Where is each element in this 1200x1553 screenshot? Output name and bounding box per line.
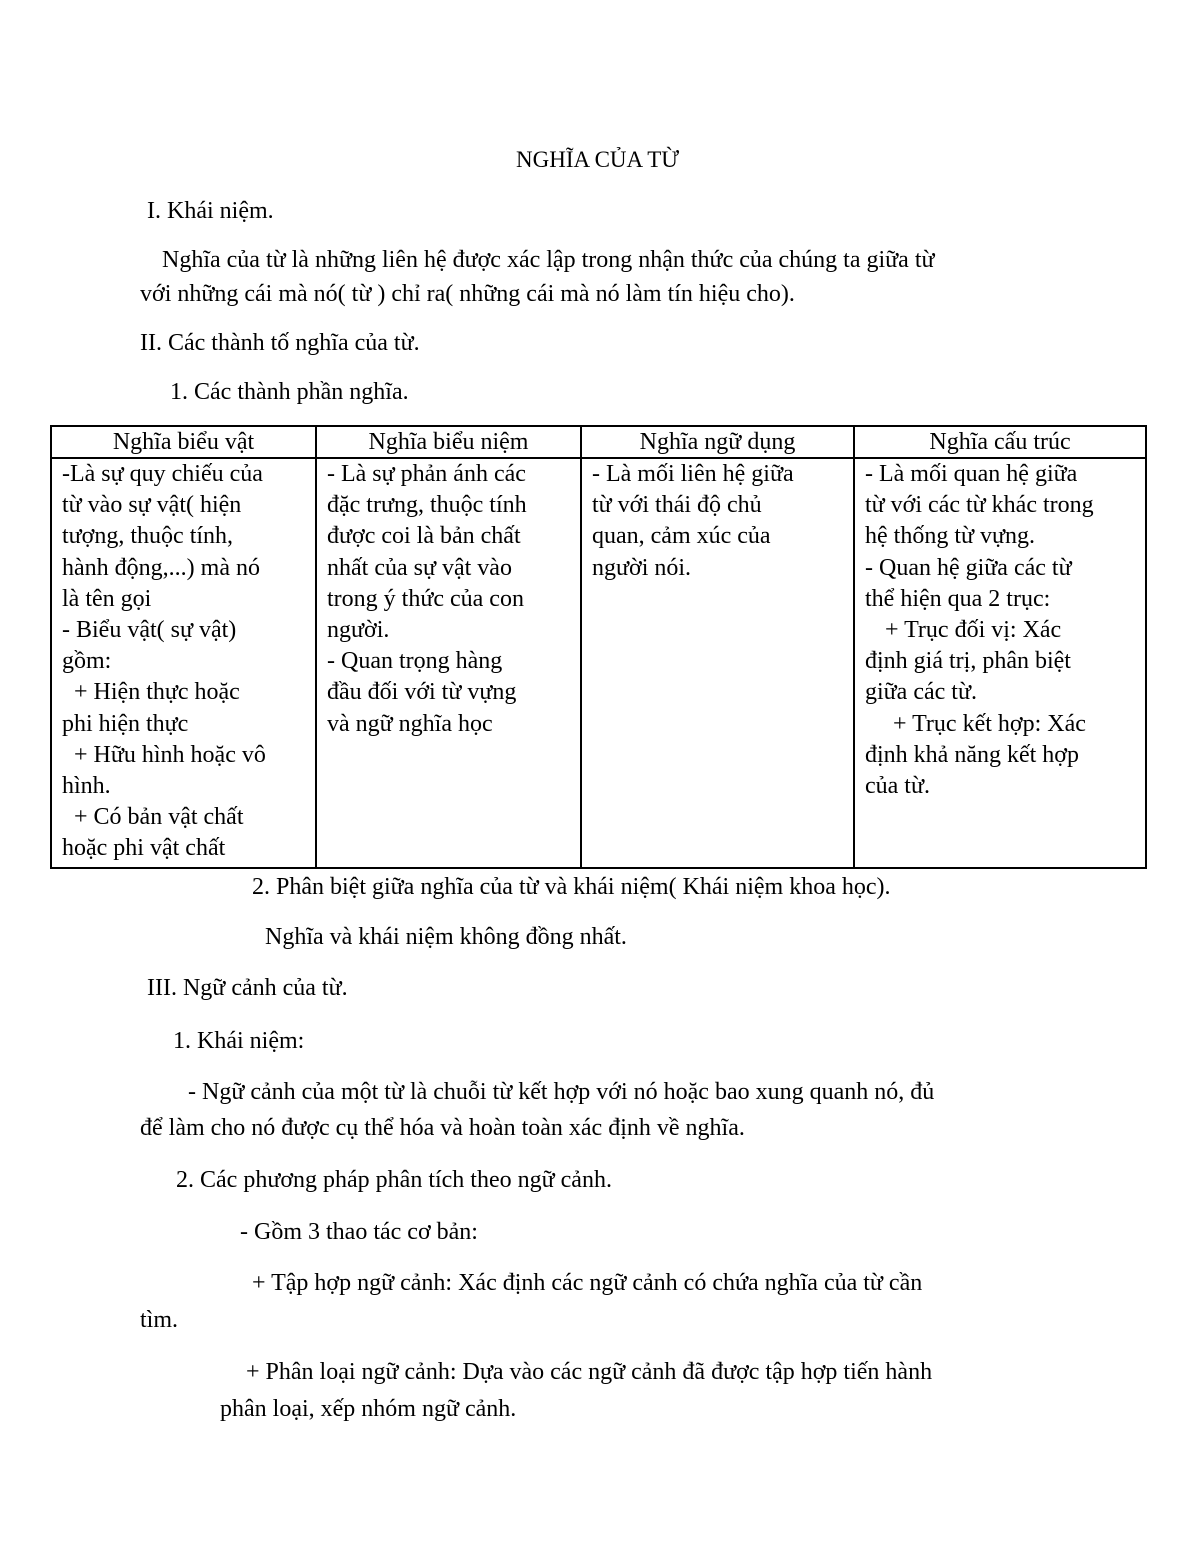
section-3-heading: III. Ngữ cảnh của từ. — [147, 975, 348, 1001]
cell-line: -Là sự quy chiếu của — [62, 461, 263, 487]
table-header-cell: Nghĩa biểu niệm — [316, 426, 581, 458]
table-row — [51, 458, 1146, 868]
cell-line: + Có bản vật chất — [74, 804, 244, 831]
section-3-sub-1: 1. Khái niệm: — [173, 1028, 305, 1054]
cell-line: - Quan hệ giữa các từ — [865, 554, 1072, 581]
cell-line: + Trục kết hợp: Xác — [893, 710, 1086, 737]
cell-line: hoặc phi vật chất — [62, 835, 226, 862]
table-header-cell: Nghĩa cấu trúc — [854, 426, 1146, 458]
operation-1-line-2: tìm. — [140, 1307, 179, 1333]
cell-line: hành động,...) mà nó — [62, 554, 260, 581]
operation-2-line-2: phân loại, xếp nhóm ngữ cảnh. — [220, 1396, 517, 1422]
cell-line: giữa các từ. — [865, 679, 977, 706]
cell-line: + Hữu hình hoặc vô — [74, 741, 266, 768]
cell-line: từ với các từ khác trong — [865, 492, 1094, 519]
cell-line: hệ thống từ vựng. — [865, 523, 1036, 550]
table-header-row — [51, 426, 1146, 458]
section-1-heading: I. Khái niệm. — [147, 198, 274, 224]
cell-line: - Quan trọng hàng — [327, 648, 503, 675]
cell-line: tượng, thuộc tính, — [62, 523, 234, 550]
section-2-sub-1: 1. Các thành phần nghĩa. — [170, 379, 409, 405]
cell-line: người nói. — [592, 554, 692, 581]
section-1-paragraph-line-2: với những cái mà nó( từ ) chỉ ra( những cái mà nó làm tín hiệu cho). — [140, 281, 795, 307]
table-cell-conceptual-meaning — [316, 458, 581, 868]
cell-line: + Trục đối vị: Xác — [885, 617, 1062, 644]
table-header-cell: Nghĩa ngữ dụng — [581, 426, 854, 458]
cell-line: từ với thái độ chủ — [592, 492, 762, 519]
cell-line: của từ. — [865, 773, 930, 800]
section-2-sub-2-body: Nghĩa và khái niệm không đồng nhất. — [265, 924, 627, 950]
table-header-cell: Nghĩa biểu vật — [51, 426, 316, 458]
meaning-components-table — [50, 425, 1147, 869]
cell-line: quan, cảm xúc của — [592, 523, 771, 550]
cell-line: - Là sự phản ánh các — [327, 461, 526, 487]
table-cell-referential-meaning — [51, 458, 316, 868]
cell-line: người. — [327, 617, 390, 644]
table-cell-pragmatic-meaning — [581, 458, 854, 868]
cell-line: + Hiện thực hoặc — [74, 679, 240, 706]
section-3-sub-2-intro: - Gồm 3 thao tác cơ bản: — [240, 1219, 478, 1245]
section-2-sub-2: 2. Phân biệt giữa nghĩa của từ và khái niệm( Khái niệm khoa học). — [252, 874, 891, 900]
cell-line: - Là mối liên hệ giữa — [592, 461, 794, 487]
cell-line: được coi là bản chất — [327, 523, 521, 550]
page-title: NGHĨA CỦA TỪ — [516, 147, 680, 172]
cell-line: hình. — [62, 773, 111, 800]
operation-2-line-1: + Phân loại ngữ cảnh: Dựa vào các ngữ cảnh đã được tập hợp tiến hành — [246, 1359, 933, 1385]
cell-line: - Biểu vật( sự vật) — [62, 617, 237, 644]
cell-line: gồm: — [62, 648, 112, 675]
operation-1-line-1: + Tập hợp ngữ cảnh: Xác định các ngữ cảnh có chứa nghĩa của từ cần — [252, 1270, 923, 1296]
section-3-sub-1-line-2: để làm cho nó được cụ thể hóa và hoàn toàn xác định về nghĩa. — [140, 1115, 745, 1141]
cell-line: đầu đối với từ vựng — [327, 679, 517, 706]
cell-line: thể hiện qua 2 trục: — [865, 585, 1051, 612]
cell-line: nhất của sự vật vào — [327, 554, 512, 581]
cell-line: từ vào sự vật( hiện — [62, 492, 242, 519]
cell-line: là tên gọi — [62, 585, 152, 612]
section-2-heading: II. Các thành tố nghĩa của từ. — [140, 330, 420, 356]
cell-line: trong ý thức của con — [327, 585, 524, 612]
section-3-sub-1-line-1: - Ngữ cảnh của một từ là chuỗi từ kết hợp với nó hoặc bao xung quanh nó, đủ — [188, 1079, 935, 1105]
table-cell-structural-meaning — [854, 458, 1146, 868]
cell-line: định giá trị, phân biệt — [865, 648, 1071, 675]
cell-line: đặc trưng, thuộc tính — [327, 492, 527, 519]
section-1-paragraph-line-1: Nghĩa của từ là những liên hệ được xác lập trong nhận thức của chúng ta giữa từ — [162, 247, 935, 273]
section-3-sub-2: 2. Các phương pháp phân tích theo ngữ cảnh. — [176, 1167, 612, 1193]
cell-line: và ngữ nghĩa học — [327, 710, 493, 737]
cell-line: - Là mối quan hệ giữa — [865, 461, 1078, 487]
cell-line: phi hiện thực — [62, 710, 189, 737]
cell-line: định khả năng kết hợp — [865, 741, 1079, 768]
